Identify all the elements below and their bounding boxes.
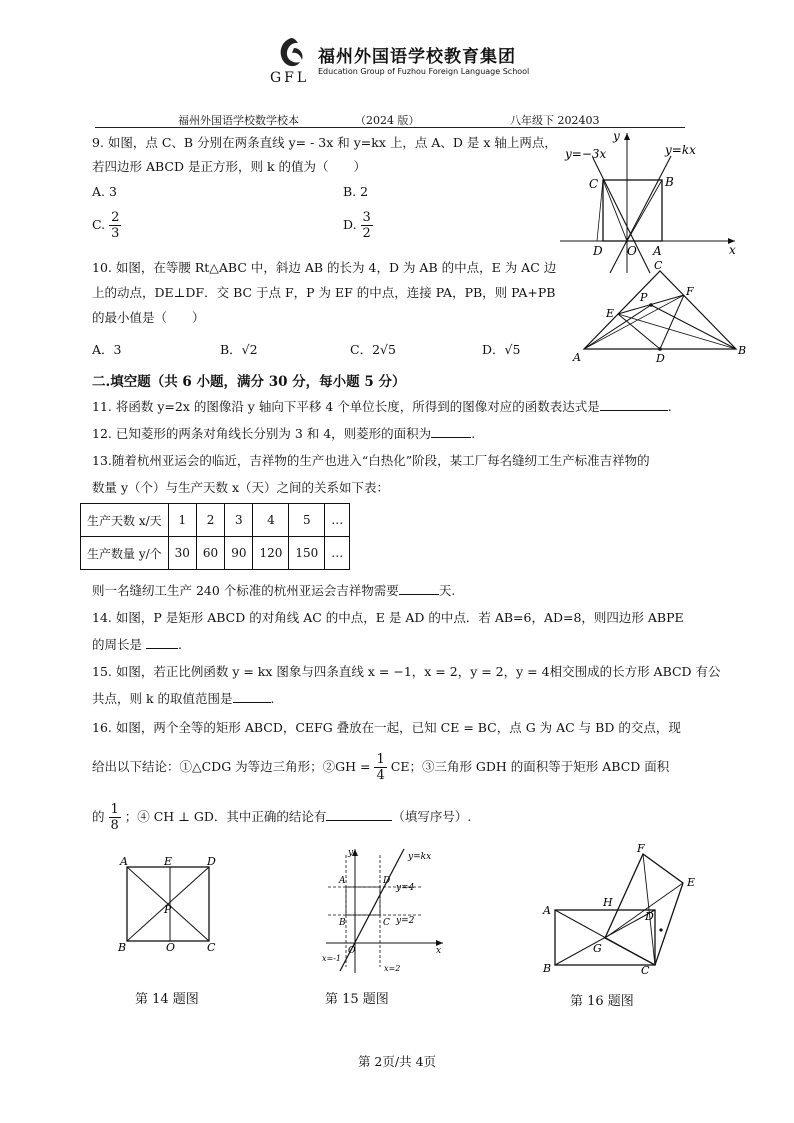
q14-label-c: C [207, 941, 216, 954]
header-right: 八年级下 202403 [510, 114, 600, 127]
q9-label-line2: y=kx [665, 143, 696, 157]
table-cell: 30 [168, 537, 196, 570]
q16-line1: 16. 如图，两个全等的矩形 ABCD，CEFG 叠放在一起，已知 CE = BC，点 G 为 AC 与 BD 的交点，现 [92, 720, 681, 735]
header-middle: （2024 版） [355, 114, 420, 127]
q16-label-g: G [593, 942, 602, 955]
q14-label-e: E [164, 855, 173, 868]
q15-label-y: y [348, 848, 354, 858]
table-cell: … [325, 537, 350, 570]
q9-label-line1: y=−3x [565, 147, 607, 161]
q10-option-d: D．√5 [482, 342, 521, 357]
q15-label-ykx: y=kx [408, 852, 432, 862]
q9-label-x: x [729, 243, 736, 257]
table-cell: 生产天数 x/天 [81, 504, 169, 537]
q9-label-o: O [627, 244, 637, 258]
q10-label-a: A [573, 351, 581, 364]
q16-label-a: A [543, 904, 551, 917]
q14-caption: 第 14 题图 [135, 992, 199, 1007]
q9-option-c: C. $\frac{2}{3}$ [92, 210, 120, 241]
q9-label-a: A [653, 244, 662, 258]
school-name-cn: 福州外国语学校教育集团 [318, 47, 516, 67]
q10-line1: 10. 如图，在等腰 Rt△ABC 中，斜边 AB 的长为 4，D 为 AB 的中点，E 为 AC 边 [92, 260, 557, 275]
q15-label-x: x [436, 946, 442, 956]
table-cell: 2 [196, 504, 224, 537]
q14-label-a: A [120, 855, 128, 868]
q9-label-c: C [589, 177, 599, 191]
q14-label-p: P [164, 903, 172, 916]
q10-figure [570, 257, 755, 367]
q15-line1: 15. 如图，若正比例函数 y = kx 图象与四条直线 x = −1，x = 2，y = 2，y = 4相交围成的长方形 ABCD 有公 [92, 664, 721, 679]
q9-option-a: A. 3 [92, 184, 117, 199]
q14-line1: 14. 如图，P 是矩形 ABCD 的对角线 AC 的中点，E 是 AD 的中点．若 AB=6，AD=8，则四边形 ABPE [92, 610, 684, 625]
q14-line2: 的周长是 . [92, 637, 182, 652]
q9-line1: 9. 如图，点 C、B 分别在两条直线 y= - 3x 和 y=kx 上，点 A、D 是 x 轴上两点， [92, 135, 557, 150]
table-cell: 4 [253, 504, 289, 537]
page-number: 第 2页/共 4页 [357, 1054, 437, 1069]
section2-title: 二.填空题（共 6 小题，满分 30 分，每小题 5 分） [92, 374, 406, 390]
q15-label-x2: x=2 [384, 964, 401, 973]
q9-figure [555, 128, 745, 278]
q16-caption: 第 16 题图 [570, 994, 634, 1009]
q11: 11. 将函数 y=2x 的图像沿 y 轴向下平移 4 个单位长度，所得到的图像对应的函数表达式是 . [92, 399, 672, 414]
header-left: 福州外国语学校数学校本 [178, 114, 299, 127]
q13-line1: 13.随着杭州亚运会的临近，吉祥物的生产也进入“白热化”阶段，某工厂每名缝纫工生产标准吉祥物的 [92, 453, 650, 468]
table-cell: … [325, 504, 350, 537]
q16-label-c: C [641, 964, 650, 975]
q10-label-c: C [654, 259, 663, 272]
q12: 12. 已知菱形的两条对角线长分别为 3 和 4，则菱形的面积为 . [92, 426, 476, 441]
q13-line2: 数量 y（个）与生产天数 x（天）之间的关系如下表： [92, 480, 390, 495]
table-cell: 5 [289, 504, 325, 537]
q15-label-xm1: x=-1 [322, 954, 342, 963]
q16-line2: 给出以下结论：①△CDG 为等边三角形；②GH = $\frac{1}{4}$ CE；③三角形 GDH 的面积等于矩形 ABCD 面积 [92, 752, 670, 783]
table-cell: 生产数量 y/个 [81, 537, 169, 570]
q10-option-b: B．√2 [220, 342, 258, 357]
logo-text: GFL [270, 70, 310, 86]
q10-label-b: B [738, 344, 747, 357]
q16-label-h: H [603, 896, 613, 909]
q16-label-f: F [637, 842, 645, 855]
q15-label-y4: y=4 [396, 883, 415, 893]
q16-line3: 的 $\frac{1}{8}$ ；④ CH ⊥ GD．其中正确的结论有 （填写序号）. [92, 802, 472, 833]
q13-line3: 则一名缝纫工生产 240 个标准的杭州亚运会吉祥物需要 天. [92, 583, 456, 598]
q15-label-o: O [348, 946, 356, 956]
q15-label-y2: y=2 [396, 916, 415, 926]
q9-option-b: B. 2 [343, 184, 369, 199]
q10-label-f: F [686, 285, 694, 298]
q10-line3: 的最小值是（ ） [92, 310, 205, 325]
q9-label-d: D [593, 244, 603, 258]
q10-label-d: D [656, 352, 665, 365]
q15-caption: 第 15 题图 [325, 992, 389, 1007]
table-cell: 1 [168, 504, 196, 537]
q10-line2: 上的动点，DE⊥DF．交 BC 于点 F，P 为 EF 的中点，连接 PA，PB，则 PA+PB [92, 285, 556, 300]
q15-label-a: A [339, 876, 346, 886]
table-cell: 120 [253, 537, 289, 570]
q16-label-d: D [645, 910, 654, 923]
school-logo-emblem [274, 36, 308, 72]
q14-label-o: O [166, 941, 176, 954]
q15-label-d: D [383, 876, 391, 886]
q15-label-c: C [383, 918, 390, 928]
table-row [81, 537, 350, 570]
q10-option-a: A．3 [92, 342, 122, 357]
q14-figure [112, 855, 224, 955]
table-cell: 3 [225, 504, 253, 537]
q16-label-e: E [687, 876, 696, 889]
q10-label-p: P [640, 291, 648, 304]
q9-label-b: B [665, 175, 674, 189]
q9-line2: 若四边形 ABCD 是正方形，则 k 的值为（ ） [92, 159, 366, 174]
q15-line2: 共点，则 k 的取值范围是 . [92, 691, 275, 706]
q9-option-d: D. $\frac{3}{2}$ [343, 210, 371, 241]
table-cell: 150 [289, 537, 325, 570]
q16-figure [535, 840, 710, 975]
q13-table [80, 503, 350, 570]
table-cell: 60 [196, 537, 224, 570]
table-row [81, 504, 350, 537]
q9-label-y: y [613, 129, 620, 143]
q10-option-c: C．2√5 [350, 342, 396, 357]
q14-label-d: D [207, 855, 216, 868]
school-name-en: Education Group of Fuzhou Foreign Language School [318, 67, 530, 76]
q14-label-b: B [118, 941, 127, 954]
q15-figure [318, 845, 453, 980]
table-cell: 90 [225, 537, 253, 570]
q15-label-b: B [339, 918, 346, 928]
q10-label-e: E [606, 307, 615, 320]
q16-label-b: B [543, 962, 552, 975]
